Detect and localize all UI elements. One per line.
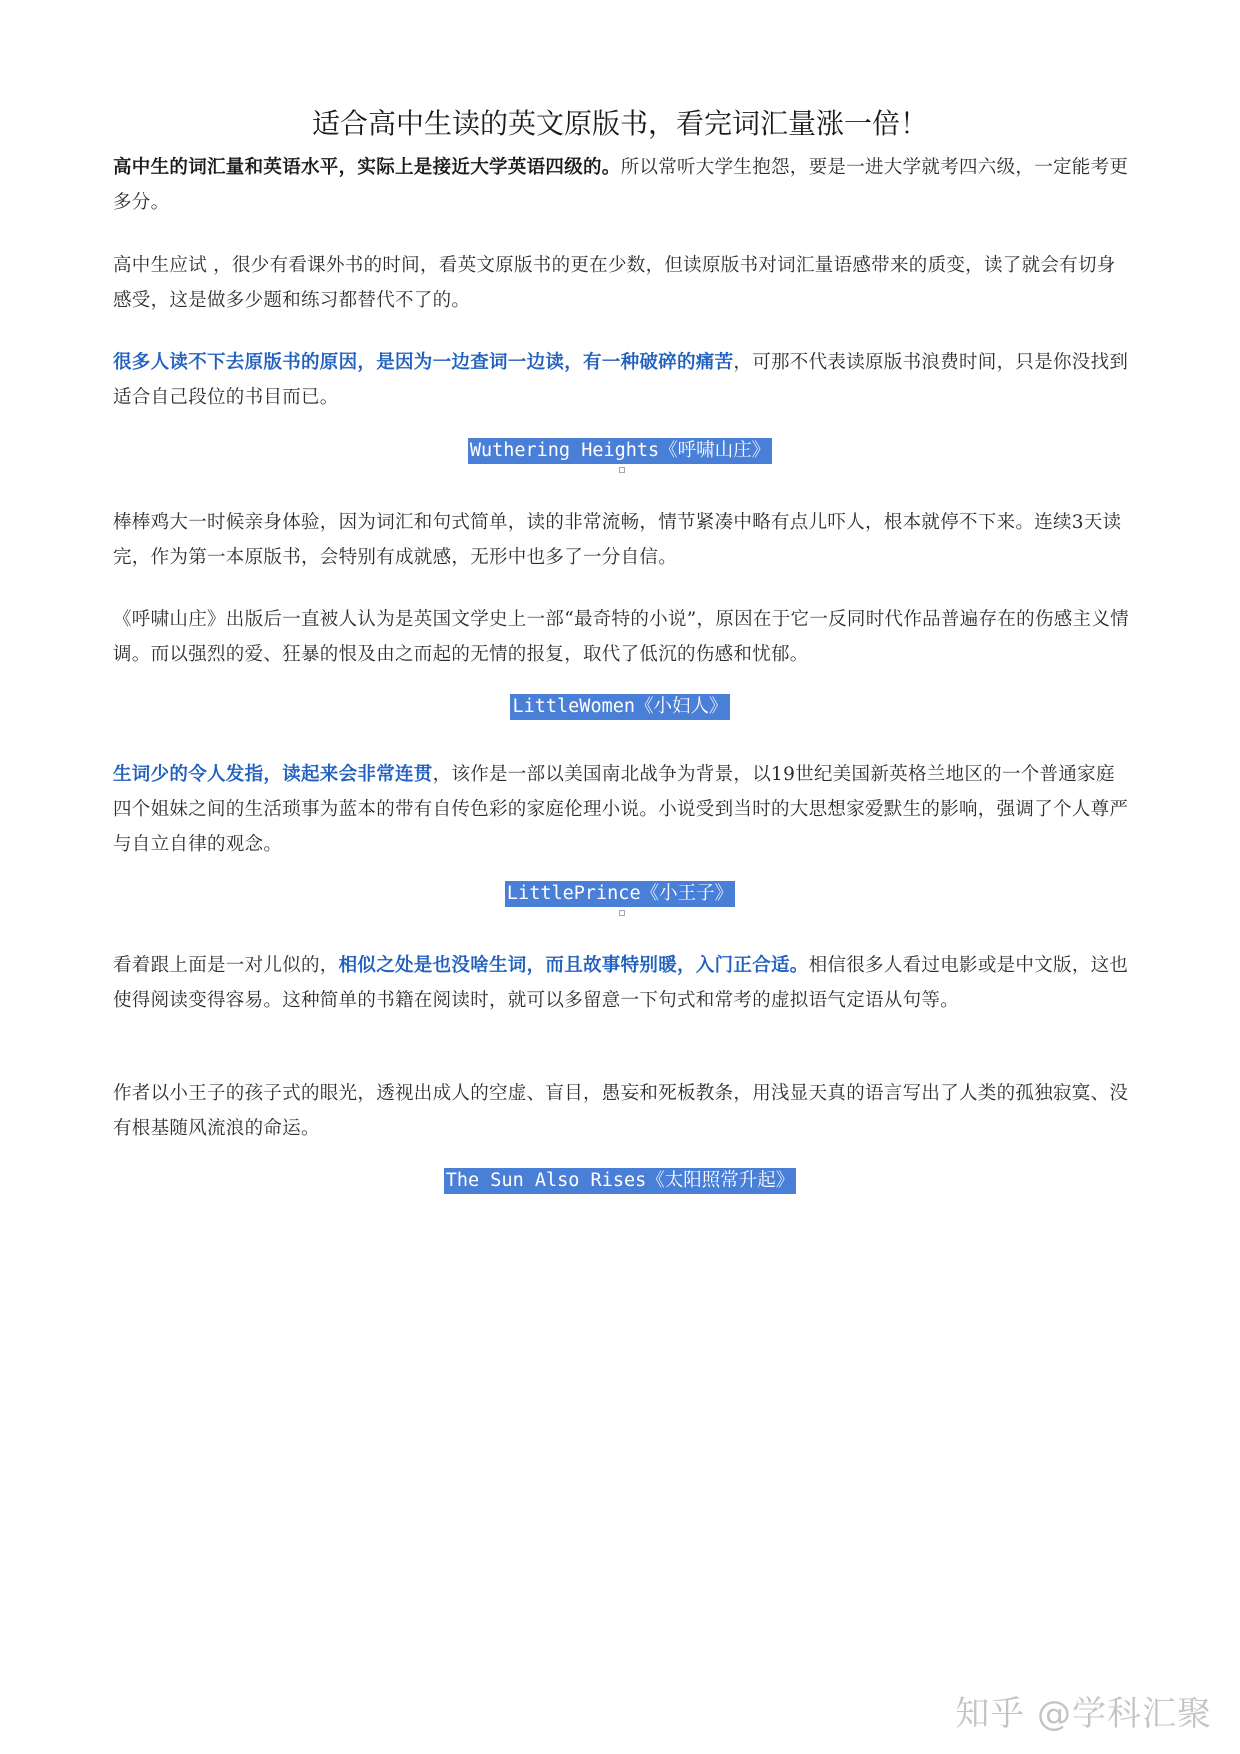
little-prince-paragraph	[113, 948, 1133, 1018]
intro-bold-text: 高中生的词汇量和英语水平，实际上是接近大学英语四级的。	[113, 157, 621, 178]
little-prince-lead-text: 看着跟上面是一对儿似的，	[113, 955, 339, 976]
little-prince-rest-text: 相信很多人看过电影或是中文版，这也使得阅读变得容易。这种简单的书籍在阅读时，就可以多留意一下句式和常考的虚拟语气定语从句等。	[113, 955, 1129, 1011]
wuthering-heights-description-paragraph: 《呼啸山庄》出版后一直被人认为是英国文学史上一部“最奇特的小说”，原因在于它一反同时代作品普遍存在的伤感主义情调。而以强烈的爱、狂暴的恨及由之而起的无情的报复，取代了低沉的伤感和忧郁。	[113, 609, 1129, 665]
paragraph-mark	[619, 467, 625, 473]
intro-paragraph	[113, 150, 1133, 220]
wuthering-heights-experience-paragraph: 棒棒鸡大一时候亲身体验，因为词汇和句式简单，读的非常流畅，情节紧凑中略有点儿吓人，根本就停不下来。连续3天读完，作为第一本原版书，会特别有成就感，无形中也多了一分自信。	[113, 512, 1122, 568]
little-prince-description-paragraph: 作者以小王子的孩子式的眼光，透视出成人的空虚、盲目，愚妄和死板教条，用浅显天真的语言写出了人类的孤独寂寞、没有根基随风流浪的命运。	[113, 1083, 1129, 1139]
book-heading-little-prince-row	[0, 881, 1240, 907]
book-heading-little-women: LittleWomen《小妇人》	[510, 694, 729, 720]
study-time-paragraph: 高中生应试 ，很少有看课外书的时间，看英文原版书的更在少数，但读原版书对词汇量语感带来的质变，读了就会有切身感受，这是做多少题和练习都替代不了的。	[113, 255, 1116, 311]
intro-rest-text: 所以常听大学生抱怨，要是一进大学就考四六级，一定能考更多分。	[113, 157, 1129, 213]
book-heading-wuthering-heights: Wuthering Heights《呼啸山庄》	[468, 438, 772, 464]
book-heading-sun-also-rises-row	[0, 1168, 1240, 1194]
book-heading-little-prince: LittlePrince《小王子》	[505, 881, 735, 907]
book-heading-sun-also-rises: The Sun Also Rises《太阳照常升起》	[444, 1168, 796, 1194]
paragraph-mark	[619, 910, 625, 916]
reason-paragraph	[113, 345, 1133, 415]
little-prince-highlight-text: 相似之处是也没啥生词，而且故事特别暖，入门正合适。	[338, 955, 809, 976]
little-women-highlight-text: 生词少的令人发指，读起来会非常连贯	[113, 764, 433, 785]
book-heading-little-women-row	[0, 694, 1240, 720]
reason-rest-text: ，可那不代表读原版书浪费时间，只是你没找到适合自己段位的书目而已。	[113, 352, 1129, 408]
reason-highlight-text: 很多人读不下去原版书的原因，是因为一边查词一边读，有一种破碎的痛苦	[113, 352, 734, 373]
little-women-rest-text: ，该作是一部以美国南北战争为背景，以19世纪美国新英格兰地区的一个普通家庭四个姐妹之间的生活琐事为蓝本的带有自传色彩的家庭伦理小说。小说受到当时的大思想家爱默生的影响，强调了个人尊严与自立自律的观念。	[113, 764, 1129, 855]
book-heading-wuthering-heights-row	[0, 438, 1240, 464]
little-women-paragraph	[113, 757, 1133, 862]
page-title: 适合高中生读的英文原版书，看完词汇量涨一倍！	[311, 107, 928, 140]
zhihu-watermark: 知乎 @学科汇聚	[955, 1694, 1212, 1734]
